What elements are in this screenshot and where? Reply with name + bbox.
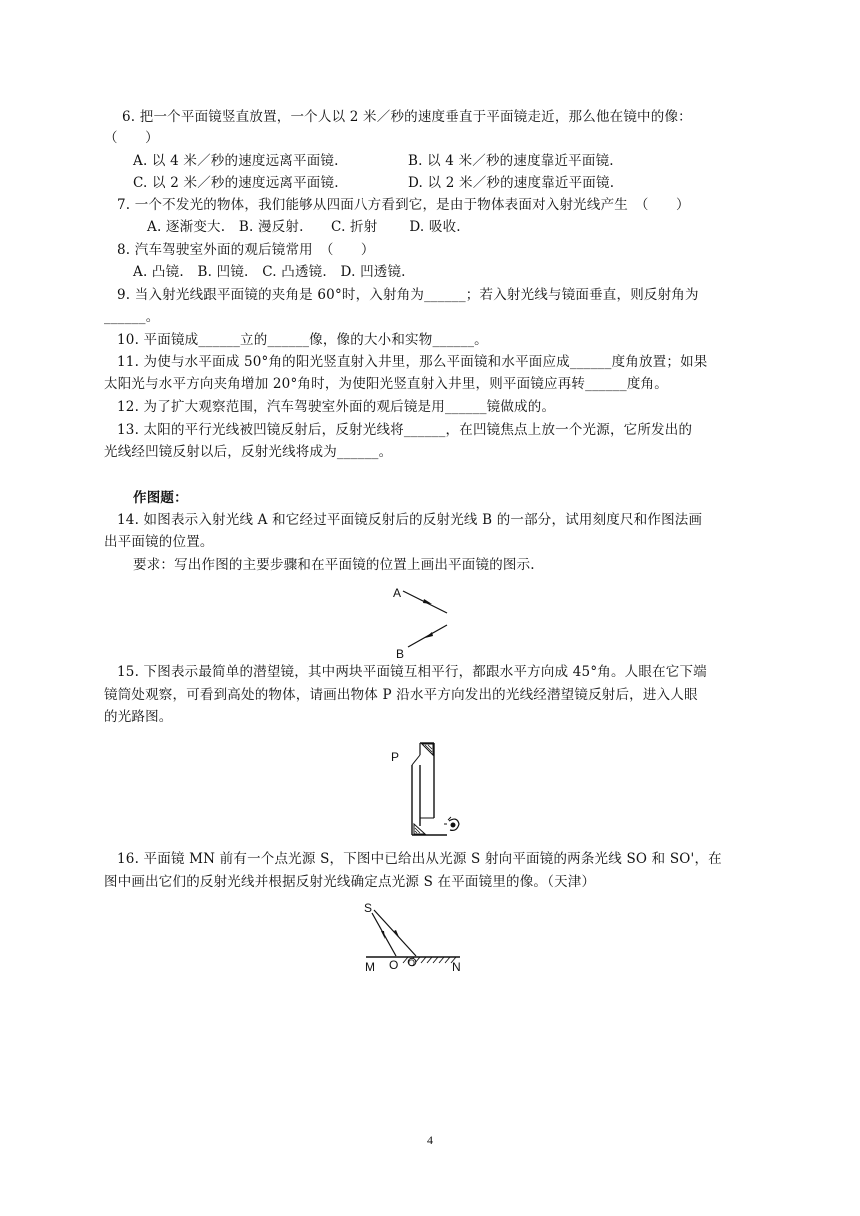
q15-line2: 镜筒处观察，可看到高处的物体，请画出物体 P 沿水平方向发出的光线经潜望镜反射后，进入人眼	[104, 687, 698, 703]
arrow-so-icon	[381, 931, 385, 939]
q6-line2: （ ）	[104, 130, 159, 146]
q7-line1: 7. 一个不发光的物体，我们能够从四面八方看到它，是由于物体表面对入射光线产生 （ ）	[117, 197, 690, 213]
q8-options: A. 凸镜. B. 凹镜. C. 凸透镜. D. 凹透镜.	[133, 264, 406, 280]
q15-figure	[385, 738, 475, 842]
q10-line1: 10. 平面镜成______立的______像，像的大小和实物______。	[117, 332, 488, 348]
q11-line2: 太阳光与水平方向夹角增加 20°角时，为使阳光竖直射入井里，则平面镜应再转______度角。	[104, 376, 668, 392]
q15-line3: 的光路图。	[104, 709, 173, 725]
label-a: A	[393, 586, 402, 600]
periscope-diagram	[385, 738, 475, 842]
label-m: M	[365, 960, 375, 974]
q14-diagram	[385, 580, 465, 662]
q14-line3: 要求：写出作图的主要步骤和在平面镜的位置上画出平面镜的图示.	[133, 557, 535, 573]
ray-so-prime	[374, 910, 416, 956]
q7-options: A. 逐渐变大. B. 漫反射. C. 折射 D. 吸收.	[147, 219, 461, 235]
q14-line1: 14. 如图表示入射光线 A 和它经过平面镜反射后的反射光线 B 的一部分，试用刻度尺和作图法画	[117, 512, 703, 528]
q8-line1: 8. 汽车驾驶室外面的观后镜常用 （ ）	[117, 242, 375, 258]
q13-line2: 光线经凹镜反射以后，反射光线将成为______。	[104, 444, 393, 460]
q6-line1: 6. 把一个平面镜竖直放置，一个人以 2 米／秒的速度垂直于平面镜走近，那么他在镜中的像：	[122, 109, 692, 125]
label-n: N	[452, 960, 461, 974]
q12-line1: 12. 为了扩大观察范围，汽车驾驶室外面的观后镜是用______镜做成的。	[117, 399, 556, 415]
q14-figure	[385, 580, 465, 662]
label-o: O	[389, 958, 399, 972]
arrow-b-icon	[425, 632, 433, 638]
q11-line1: 11. 为使与水平面成 50°角的阳光竖直射入井里，那么平面镜和水平面应成______度角放置；如果	[117, 354, 708, 370]
q16-line1: 16. 平面镜 MN 前有一个点光源 S，下图中已给出从光源 S 射向平面镜的两条光线 SO 和 SO'，在	[117, 851, 722, 867]
q13-line1: 13. 太阳的平行光线被凹镜反射后，反射光线将______，在凹镜焦点上放一个光源，它所发出的	[117, 422, 693, 438]
upper-mirror	[422, 744, 433, 755]
q16-figure	[358, 898, 468, 980]
arrow-a-icon	[423, 599, 432, 604]
q16-line2: 图中画出它们的反射光线并根据反射光线确定点光源 S 在平面镜里的像。（天津）	[104, 874, 596, 890]
label-b: B	[396, 647, 405, 661]
label-s: S	[364, 901, 373, 915]
section-heading: 作图题：	[133, 490, 188, 506]
q14-line2: 出平面镜的位置。	[104, 534, 214, 550]
eye-icon	[444, 817, 459, 830]
q6-option-b: B. 以 4 米／秒的速度靠近平面镜.	[408, 153, 614, 169]
page-number: 4	[427, 1133, 433, 1147]
q9-line2: ______。	[104, 309, 160, 325]
periscope-inner-step	[412, 755, 420, 765]
q6-option-a: A. 以 4 米／秒的速度远离平面镜.	[133, 153, 339, 169]
label-o-prime: O	[408, 958, 416, 968]
q15-line1: 15. 下图表示最简单的潜望镜，其中两块平面镜互相平行，都跟水平方向成 45°角。人眼在它下端	[117, 664, 707, 680]
q6-option-d: D. 以 2 米／秒的速度靠近平面镜.	[408, 175, 615, 191]
q9-line1: 9. 当入射光线跟平面镜的夹角是 60°时，入射角为______；若入射光线与镜面垂直，则反射角为	[117, 287, 699, 303]
mirror-diagram	[358, 898, 468, 980]
label-p: P	[391, 750, 400, 764]
q6-option-c: C. 以 2 米／秒的速度远离平面镜.	[133, 175, 339, 191]
